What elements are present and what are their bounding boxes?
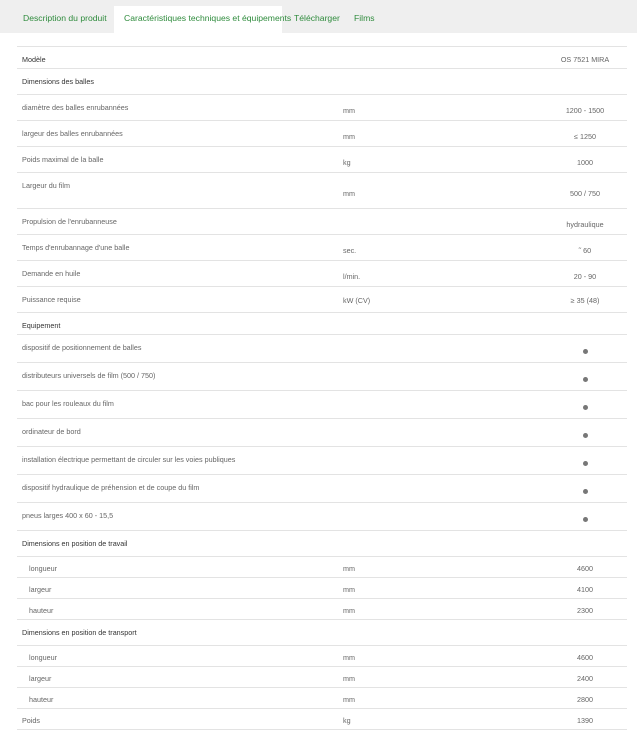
section-title: Equipement: [22, 321, 61, 330]
row-label: distributeurs universels de film (500 / 750): [22, 371, 156, 380]
row-label: Demande en huile: [22, 269, 81, 278]
table-row: [17, 335, 627, 363]
row-label: ordinateur de bord: [22, 427, 81, 436]
bullet-icon: [583, 377, 588, 382]
table-row: [17, 646, 627, 667]
row-unit: mm: [343, 189, 355, 198]
row-unit: mm: [343, 585, 355, 594]
row-unit: mm: [343, 674, 355, 683]
row-value: 2300: [577, 606, 593, 615]
table-row: [17, 391, 627, 419]
row-unit: kW (CV): [343, 296, 371, 305]
row-value: 500 / 750: [570, 189, 600, 198]
model-value: OS 7521 MIRA: [560, 55, 610, 64]
row-label: Propulsion de l'enrubanneuse: [22, 217, 117, 226]
row-value: ˜ 60: [578, 246, 592, 255]
section-title: Dimensions en position de transport: [22, 628, 137, 637]
row-unit: mm: [343, 132, 355, 141]
table-row: [17, 121, 627, 147]
row-unit: mm: [343, 606, 355, 615]
row-value: [525, 347, 637, 356]
row-value: [525, 375, 637, 384]
row-label: longueur: [29, 653, 57, 662]
tab-download[interactable]: Télécharger: [294, 13, 340, 23]
row-value: 20 - 90: [573, 272, 597, 281]
section-working-dimensions: [17, 531, 627, 557]
section-transport-dimensions: [17, 620, 627, 646]
row-label: bac pour les rouleaux du film: [22, 399, 114, 408]
bullet-icon: [583, 489, 588, 494]
section-bale-dimensions: [17, 69, 627, 95]
row-value: 4100: [577, 585, 593, 594]
row-value: 2800: [577, 695, 593, 704]
row-value: 4600: [577, 653, 593, 662]
row-label: Poids: [22, 716, 40, 725]
row-label: dispositif hydraulique de préhension et de coupe du film: [22, 483, 200, 492]
table-row: [17, 688, 627, 709]
row-label: largeur: [29, 674, 52, 683]
row-label: largeur: [29, 585, 52, 594]
row-label: Puissance requise: [22, 295, 81, 304]
table-row: [17, 209, 627, 235]
row-unit: sec.: [343, 246, 357, 255]
row-value: [525, 431, 637, 440]
tab-specifications[interactable]: Caractéristiques techniques et équipements: [114, 6, 282, 33]
row-label: Largeur du film: [22, 181, 70, 190]
row-value: 4600: [577, 564, 593, 573]
row-value: [525, 459, 637, 468]
row-value: 1390: [577, 716, 593, 725]
row-unit: mm: [343, 653, 355, 662]
table-row: [17, 503, 627, 531]
table-row: [17, 599, 627, 620]
table-row: [17, 475, 627, 503]
bullet-icon: [583, 517, 588, 522]
model-row: [17, 47, 627, 69]
row-value: 1200 - 1500: [565, 106, 605, 115]
table-row: [17, 173, 627, 209]
tab-description[interactable]: Description du produit: [23, 13, 107, 23]
row-label: longueur: [29, 564, 57, 573]
table-row: [17, 419, 627, 447]
table-row: [17, 363, 627, 391]
bullet-icon: [583, 349, 588, 354]
row-label: installation électrique permettant de circuler sur les voies publiques: [22, 455, 236, 464]
row-value: ≤ 1250: [574, 132, 596, 141]
tab-films[interactable]: Films: [354, 13, 375, 23]
row-unit: mm: [343, 695, 355, 704]
section-equipment: [17, 313, 627, 335]
table-row: [17, 95, 627, 121]
row-unit: l/min.: [343, 272, 361, 281]
row-value: ≥ 35 (48): [570, 296, 600, 305]
row-label: Poids maximal de la balle: [22, 155, 104, 164]
specifications-table: [17, 46, 627, 730]
row-unit: mm: [343, 564, 355, 573]
row-value: hydraulique: [566, 220, 604, 229]
table-row: [17, 261, 627, 287]
row-value: [525, 403, 637, 412]
row-label: largeur des balles enrubannées: [22, 129, 123, 138]
table-row: [17, 667, 627, 688]
table-row: [17, 557, 627, 578]
row-value: 1000: [577, 158, 593, 167]
table-row: [17, 147, 627, 173]
table-row: [17, 235, 627, 261]
bullet-icon: [583, 405, 588, 410]
row-value: 2400: [577, 674, 593, 683]
bullet-icon: [583, 461, 588, 466]
model-label: Modèle: [22, 55, 46, 64]
row-label: hauteur: [29, 695, 54, 704]
row-label: diamètre des balles enrubannées: [22, 103, 129, 112]
table-row: [17, 287, 627, 313]
tab-bar: [0, 0, 637, 33]
row-label: hauteur: [29, 606, 54, 615]
row-label: pneus larges 400 x 60 - 15,5: [22, 511, 114, 520]
row-unit: mm: [343, 106, 355, 115]
section-title: Dimensions des balles: [22, 77, 94, 86]
row-value: [525, 487, 637, 496]
section-title: Dimensions en position de travail: [22, 539, 128, 548]
table-row: [17, 447, 627, 475]
table-row: [17, 578, 627, 599]
weight-row: [17, 709, 627, 730]
row-value: [525, 515, 637, 524]
row-unit: kg: [343, 158, 351, 167]
row-label: Temps d'enrubannage d'une balle: [22, 243, 130, 252]
row-unit: kg: [343, 716, 351, 725]
bullet-icon: [583, 433, 588, 438]
row-label: dispositif de positionnement de balles: [22, 343, 142, 352]
